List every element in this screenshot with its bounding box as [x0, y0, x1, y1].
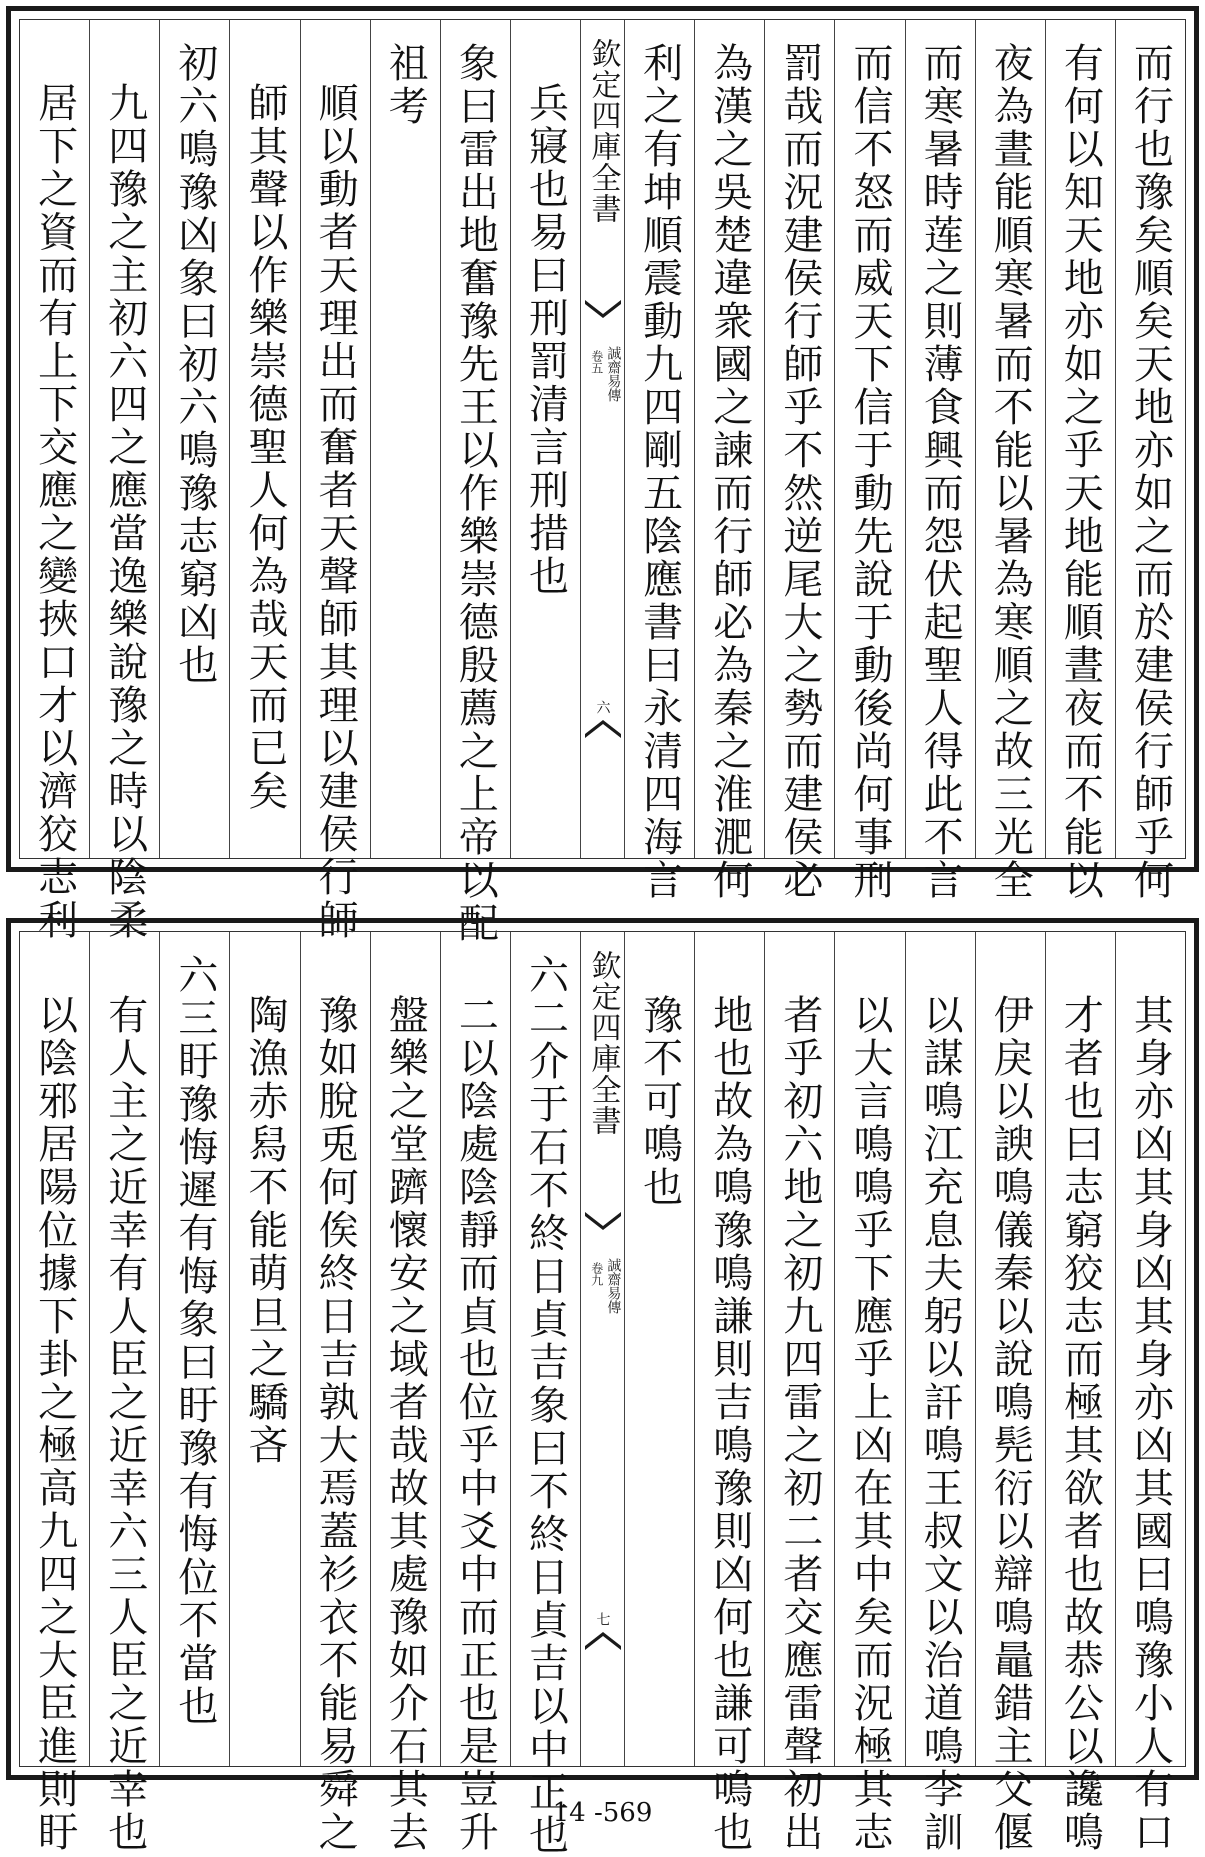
text-column — [694, 932, 764, 1854]
column-text: 居下之資而有上下交應之變挾口才以濟狡志利 — [31, 82, 78, 942]
center-margin — [580, 20, 624, 858]
column-text: 利之有坤順震動九四剛五陰應書曰永清四海言 — [636, 42, 683, 902]
top-page — [6, 6, 1199, 945]
text-column — [1115, 932, 1185, 1854]
leaf-number: 七 — [594, 1612, 611, 1626]
text-column — [764, 20, 834, 902]
text-column — [20, 20, 89, 942]
text-column — [834, 932, 904, 1854]
column-text: 地也故為鳴豫鳴謙則吉鳴豫則凶何也謙可鳴也 — [706, 994, 753, 1854]
column-text: 豫如脫兎何俟終日吉孰大焉蓋衫衣不能易舜之 — [312, 994, 359, 1854]
text-column — [975, 20, 1045, 902]
column-text: 二以陰處陰靜而貞也位乎中爻中而正也是豈升 — [452, 994, 499, 1854]
page-footer-number: 14 -569 — [552, 1798, 653, 1828]
text-column — [694, 20, 764, 902]
column-text: 師其聲以作樂崇德聖人何為哉天而已矣 — [241, 82, 288, 813]
column-text: 六二介于石不終日貞吉象曰不終日貞吉以中正也 — [522, 954, 569, 1857]
fish-tail-ornament — [585, 720, 621, 738]
column-text: 有人主之近幸有人臣之近幸六三人臣之近幸也 — [101, 994, 148, 1854]
column-text: 者乎初六地之初九四雷之初二者交應雷聲初出 — [776, 994, 823, 1854]
text-column — [510, 20, 580, 858]
leaf-number: 六 — [594, 700, 611, 714]
text-column — [300, 20, 370, 942]
column-text: 象曰雷出地奮豫先王以作樂崇德殷薦之上帝以配 — [452, 42, 499, 945]
text-column — [440, 932, 510, 1854]
column-text: 伊戾以諛鳴儀秦以說鳴髡衍以辯鳴鼂錯主父偃 — [987, 994, 1034, 1854]
column-text: 六三盱豫悔遲有悔象曰盱豫有悔位不當也 — [171, 954, 218, 1728]
text-column — [510, 932, 580, 1857]
column-text: 初六鳴豫凶象曰初六鳴豫志窮凶也 — [171, 42, 218, 687]
column-text: 盤樂之堂躋懷安之域者哉故其處豫如介石其去 — [382, 994, 429, 1854]
text-column — [1045, 20, 1115, 902]
column-text: 而行也豫矣順矣天地亦如之而於建侯行師乎何 — [1127, 42, 1174, 902]
text-column — [624, 20, 694, 902]
top-page-frame — [19, 19, 1186, 945]
text-column — [975, 932, 1045, 1854]
column-text: 有何以知天地亦如之乎天地能順晝夜而不能以 — [1057, 42, 1104, 902]
text-column — [159, 932, 229, 1766]
column-text: 為漢之吳楚違衆國之諫而行師必為秦之淮淝何 — [706, 42, 753, 902]
volume-label: 卷五 — [589, 350, 604, 374]
volume-label: 卷九 — [589, 1262, 604, 1286]
text-column — [229, 932, 299, 1766]
fish-tail-ornament — [585, 1632, 621, 1650]
column-text: 而信不怒而威天下信于動先說于動後尚何事刑 — [846, 42, 893, 902]
column-text: 才者也曰志窮狡志而極其欲者也故恭公以讒鳴 — [1057, 994, 1104, 1854]
column-text: 以陰邪居陽位據下卦之極高九四之大臣進則盱 — [31, 994, 78, 1854]
column-text: 罰哉而況建侯行師乎不然逆尾大之勢而建侯必 — [776, 42, 823, 902]
text-column — [89, 932, 159, 1854]
column-text: 祖考 — [382, 42, 429, 128]
text-column — [89, 20, 159, 942]
column-text: 順以動者天理出而奮者天聲師其理以建侯行師 — [312, 82, 359, 942]
text-column — [905, 932, 975, 1854]
text-column — [229, 20, 299, 858]
column-text: 夜為晝能順寒暑而不能以暑為寒順之故三光全 — [987, 42, 1034, 902]
collection-title: 欽定四庫全書 — [585, 950, 621, 1136]
text-column — [440, 20, 510, 945]
text-column — [1115, 20, 1185, 902]
column-text: 而寒暑時莲之則薄食興而怨伏起聖人得此不言 — [917, 42, 964, 902]
column-text: 以謀鳴江充息夫躬以訐鳴王叔文以治道鳴李訓 — [917, 994, 964, 1854]
column-text: 豫不可鳴也 — [636, 994, 683, 1209]
text-column — [370, 932, 440, 1854]
book-title: 誠齋易傳 — [605, 1258, 622, 1314]
fish-tail-ornament — [585, 300, 621, 318]
column-text: 九四豫之主初六四之應當逸樂說豫之時以陰柔 — [101, 82, 148, 942]
text-column — [370, 20, 440, 858]
text-column — [905, 20, 975, 902]
text-column — [624, 932, 694, 1766]
collection-title: 欽定四庫全書 — [585, 38, 621, 224]
column-text: 兵寢也易曰刑罰清言刑措也 — [522, 82, 569, 598]
center-margin — [580, 932, 624, 1766]
text-column — [20, 932, 89, 1854]
column-text: 以大言鳴鳴乎下應乎上凶在其中矣而況極其志 — [846, 994, 893, 1854]
fish-tail-ornament — [585, 1212, 621, 1230]
book-title: 誠齋易傳 — [605, 346, 622, 402]
text-column — [764, 932, 834, 1854]
text-column — [300, 932, 370, 1854]
text-column — [159, 20, 229, 858]
text-column — [834, 20, 904, 902]
column-text: 陶漁赤舄不能萌旦之驕吝 — [241, 994, 288, 1467]
text-column — [1045, 932, 1115, 1854]
column-text: 其身亦凶其身凶其身亦凶其國曰鳴豫小人有口 — [1127, 994, 1174, 1854]
